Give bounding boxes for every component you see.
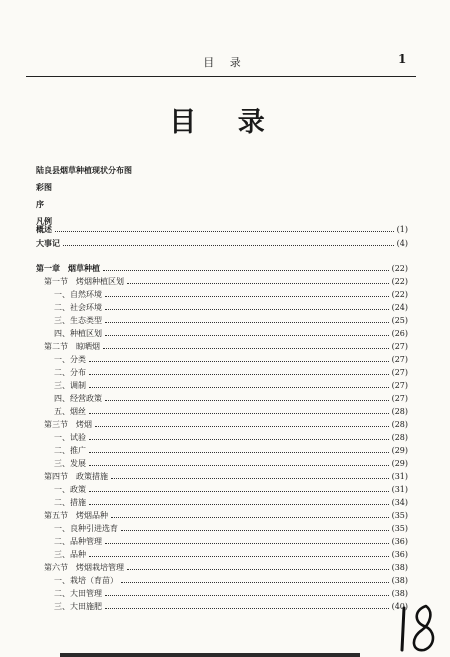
toc-entry (36, 391, 408, 405)
leader-dots (103, 348, 389, 349)
toc-page: (38) (391, 562, 408, 572)
toc-page: (28) (391, 419, 408, 429)
toc-label: 第三节 烤烟 (44, 419, 92, 429)
toc-entry (36, 599, 408, 613)
leader-dots (89, 413, 389, 414)
toc-page: (26) (391, 328, 408, 338)
toc-entry (36, 443, 408, 457)
front-matter-preface: 序 (36, 199, 44, 209)
toc-entry (36, 495, 408, 509)
leader-dots (89, 556, 389, 557)
toc-page: (38) (391, 575, 408, 585)
toc-label: 二、大田管理 (54, 588, 102, 598)
toc-page: (31) (391, 484, 408, 494)
leader-dots (103, 270, 389, 271)
toc-entry-chronicle (36, 236, 408, 250)
toc-page: (36) (391, 549, 408, 559)
toc-label: 一、良种引进选育 (54, 523, 118, 533)
toc-entry (36, 469, 408, 483)
toc-page: (1) (396, 224, 408, 234)
page-title: 目 录 (169, 107, 281, 138)
toc-page: (35) (391, 523, 408, 533)
toc-entry (36, 430, 408, 444)
toc-page: (27) (391, 341, 408, 351)
toc-label: 三、生态类型 (54, 315, 102, 325)
toc-entry (36, 352, 408, 366)
toc-page: (35) (391, 510, 408, 520)
leader-dots (105, 296, 389, 297)
leader-dots (121, 530, 389, 531)
toc-entry (36, 547, 408, 561)
toc-label: 一、试验 (54, 432, 86, 442)
toc-page: (27) (391, 393, 408, 403)
leader-dots (105, 400, 389, 401)
toc-entry (36, 365, 408, 379)
toc-entry-overview (36, 222, 408, 236)
toc-entry (36, 404, 408, 418)
toc-label: 一、分类 (54, 354, 86, 364)
toc-entry (36, 300, 408, 314)
toc-label: 五、烟丝 (54, 406, 86, 416)
toc-page: (36) (391, 536, 408, 546)
leader-dots (121, 582, 389, 583)
leader-dots (127, 569, 389, 570)
toc-entry (36, 339, 408, 353)
leader-dots (89, 504, 389, 505)
toc-entry (36, 456, 408, 470)
leader-dots (127, 283, 389, 284)
front-matter-color-plates: 彩图 (36, 182, 52, 192)
toc-entry (36, 417, 408, 431)
toc-label: 第五节 烤烟品种 (44, 510, 108, 520)
toc-page: (28) (391, 406, 408, 416)
leader-dots (63, 245, 394, 246)
toc-label: 二、品种管理 (54, 536, 102, 546)
leader-dots (89, 387, 389, 388)
toc-label: 二、社会环境 (54, 302, 102, 312)
toc-label: 概述 (36, 223, 52, 234)
binding-edge (60, 653, 360, 657)
toc-entry (36, 287, 408, 301)
toc-label: 四、种植区划 (54, 328, 102, 338)
leader-dots (89, 465, 389, 466)
toc-page: (25) (391, 315, 408, 325)
toc-label: 三、品种 (54, 549, 86, 559)
page-number: 1 (398, 52, 407, 66)
leader-dots (89, 491, 389, 492)
toc-entry (36, 482, 408, 496)
toc-page: (27) (391, 380, 408, 390)
leader-dots (111, 517, 389, 518)
toc-label: 第一节 烤烟种植区划 (44, 276, 124, 286)
toc-page: (24) (391, 302, 408, 312)
toc-label: 第一章 烟草种植 (36, 262, 100, 273)
leader-dots (89, 374, 389, 375)
toc-label: 二、分布 (54, 367, 86, 377)
toc-label: 一、栽培（育苗） (54, 575, 118, 585)
toc-page: (29) (391, 458, 408, 468)
toc-entry (36, 326, 408, 340)
toc-page: (29) (391, 445, 408, 455)
toc-label: 第二节 晾晒烟 (44, 341, 100, 351)
toc-page: (4) (396, 238, 408, 248)
toc-page: (22) (391, 289, 408, 299)
front-matter-notes: 凡例 (36, 216, 52, 226)
toc-entry (36, 378, 408, 392)
leader-dots (55, 231, 394, 232)
toc-page: (34) (391, 497, 408, 507)
leader-dots (105, 608, 389, 609)
toc-entry (36, 313, 408, 327)
leader-dots (105, 322, 389, 323)
leader-dots (111, 478, 389, 479)
toc-page: (40) (391, 601, 408, 611)
header-rule (26, 76, 416, 77)
toc-entry (36, 573, 408, 587)
handwritten-page-mark (396, 602, 440, 654)
leader-dots (95, 426, 389, 427)
toc-label: 第六节 烤烟栽培管理 (44, 562, 124, 572)
toc-label: 一、政策 (54, 484, 86, 494)
leader-dots (89, 439, 389, 440)
toc-entry (36, 274, 408, 288)
toc-page: (27) (391, 354, 408, 364)
toc-page: (27) (391, 367, 408, 377)
toc-entry (36, 508, 408, 522)
toc-label: 二、措施 (54, 497, 86, 507)
toc-label: 三、大田施肥 (54, 601, 102, 611)
toc-entry (36, 586, 408, 600)
toc-label: 第四节 政策措施 (44, 471, 108, 481)
toc-page: (31) (391, 471, 408, 481)
toc-entry (36, 261, 408, 275)
toc-page: (28) (391, 432, 408, 442)
toc-label: 三、调制 (54, 380, 86, 390)
toc-entry (36, 534, 408, 548)
toc-page: (22) (391, 276, 408, 286)
toc-page: (38) (391, 588, 408, 598)
toc-label: 一、自然环境 (54, 289, 102, 299)
toc-page: (22) (391, 263, 408, 273)
toc-entry (36, 560, 408, 574)
toc-label: 二、推广 (54, 445, 86, 455)
leader-dots (89, 361, 389, 362)
toc-label: 大事记 (36, 237, 60, 248)
leader-dots (105, 309, 389, 310)
toc-entry (36, 521, 408, 535)
leader-dots (89, 452, 389, 453)
leader-dots (105, 543, 389, 544)
front-matter-map: 陆良县烟草种植现状分布图 (36, 165, 132, 175)
running-head: 目 录 (203, 56, 247, 69)
leader-dots (105, 595, 389, 596)
leader-dots (105, 335, 389, 336)
toc-label: 三、发展 (54, 458, 86, 468)
toc-label: 四、经营政策 (54, 393, 102, 403)
